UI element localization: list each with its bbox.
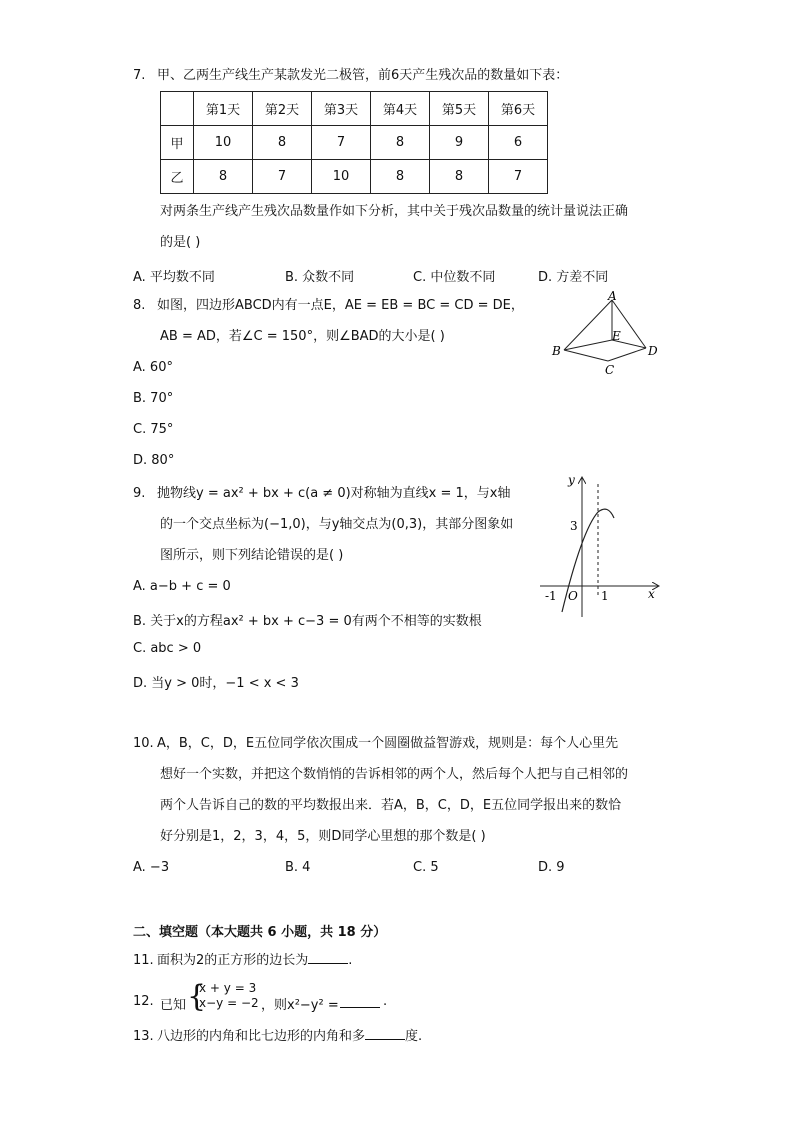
y-tick-3: 3 [570, 519, 578, 533]
table-cell: 甲 [161, 126, 194, 160]
q7-option-d: D. 方差不同 [538, 270, 609, 285]
table-cell: 8 [430, 160, 489, 194]
q8-line1-text: 如图，四边形ABCD内有一点E，AE = EB = BC = CD = DE， [157, 298, 524, 313]
q11-end: . [348, 953, 353, 968]
table-row [161, 92, 548, 126]
q7-option-b: B. 众数不同 [285, 270, 355, 285]
x-tick-neg1: -1 [545, 589, 557, 603]
q10-option-c: C. 5 [413, 860, 439, 875]
x-axis-label: x [648, 587, 655, 601]
table-cell: 第6天 [489, 92, 548, 126]
q13-number: 13. [133, 1029, 154, 1044]
q10-option-a: A. −3 [133, 860, 170, 875]
figure-label-a: A [608, 289, 617, 303]
q9-option-c: C. abc > 0 [133, 641, 202, 656]
answer-blank[interactable] [308, 951, 348, 964]
q9-option-d: D. 当y > 0时，−1 < x < 3 [133, 676, 299, 691]
table-cell: 10 [194, 126, 253, 160]
q7-number: 7. [133, 68, 146, 83]
figure-label-c: C [605, 363, 615, 377]
q12-end: . [383, 994, 388, 1009]
q7-line2: 对两条生产线产生残次品数量作如下分析，其中关于残次品数量的统计量说法正确 [160, 204, 629, 219]
q9-line3: 图所示，则下列结论错误的是( ) [160, 548, 344, 563]
q9-line2: 的一个交点坐标为(−1,0)，与y轴交点为(0,3)，其部分图象如 [160, 517, 514, 532]
q7-stem [133, 60, 568, 91]
table-cell: 8 [371, 160, 430, 194]
system-eq1: x + y = 3 [199, 981, 257, 995]
answer-blank[interactable] [365, 1027, 405, 1040]
answer-blank[interactable] [340, 995, 380, 1008]
q12-number: 12. [133, 994, 154, 1009]
table-cell: 第4天 [371, 92, 430, 126]
table-cell: 8 [194, 160, 253, 194]
table-cell: 6 [489, 126, 548, 160]
q9-parabola-graph [538, 472, 664, 622]
q8-option-b: B. 70° [133, 391, 174, 406]
table-cell: 10 [312, 160, 371, 194]
q11-line [133, 945, 352, 976]
q7-option-c: C. 中位数不同 [413, 270, 496, 285]
table-cell [161, 92, 194, 126]
table-cell: 第3天 [312, 92, 371, 126]
table-cell: 7 [312, 126, 371, 160]
q8-line1 [133, 290, 524, 321]
q7-option-a: A. 平均数不同 [133, 270, 215, 285]
figure-label-e: E [612, 329, 621, 343]
section-title: 二、填空题（本大题共 6 小题，共 18 分） [133, 925, 387, 940]
q10-option-d: D. 9 [538, 860, 565, 875]
q13-end: 度. [405, 1029, 423, 1044]
q9-line1 [133, 478, 510, 509]
q13-text: 八边形的内角和比七边形的内角和多 [157, 1029, 366, 1044]
q11-text: 面积为2的正方形的边长为 [157, 953, 309, 968]
q8-number: 8. [133, 298, 146, 313]
q12-middle: ，则x²−y² = [261, 998, 339, 1013]
q7-stem-text: 甲、乙两生产线生产某款发光二极管，前6天产生残次品的数量如下表： [157, 68, 569, 83]
table-cell: 第1天 [194, 92, 253, 126]
table-cell: 9 [430, 126, 489, 160]
system-eq2: x−y = −2 [199, 996, 259, 1010]
table-cell: 乙 [161, 160, 194, 194]
q12-prefix: 已知 [160, 998, 187, 1013]
figure-label-b: B [552, 344, 561, 358]
q11-number: 11. [133, 953, 154, 968]
y-axis-label: y [568, 473, 575, 487]
table-row [161, 160, 548, 194]
q9-option-a: A. a−b + c = 0 [133, 579, 231, 594]
table-cell: 第5天 [430, 92, 489, 126]
q8-option-c: C. 75° [133, 422, 174, 437]
figure-label-d: D [648, 344, 658, 358]
q10-line1-text: A，B，C，D，E五位同学依次围成一个圆圈做益智游戏，规则是：每个人心里先 [157, 736, 619, 751]
q13-line [133, 1021, 422, 1052]
q9-line1-text: 抛物线y = ax² + bx + c(a ≠ 0)对称轴为直线x = 1，与x轴 [157, 486, 511, 501]
table-cell: 8 [253, 126, 312, 160]
q10-number: 10. [133, 736, 154, 751]
table-cell: 7 [489, 160, 548, 194]
q9-number: 9. [133, 486, 146, 501]
q7-table [160, 91, 548, 194]
q10-option-b: B. 4 [285, 860, 311, 875]
q10-line2: 想好一个实数，并把这个数悄悄的告诉相邻的两个人，然后每个人把与自己相邻的 [160, 767, 629, 782]
table-row [161, 126, 548, 160]
system-brace: { [187, 979, 207, 1014]
table-cell: 7 [253, 160, 312, 194]
q8-option-a: A. 60° [133, 360, 173, 375]
q10-line1 [133, 728, 618, 759]
q8-option-d: D. 80° [133, 453, 175, 468]
q10-line4: 好分别是1，2，3，4，5，则D同学心里想的那个数是( ) [160, 829, 486, 844]
q7-line3: 的是( ) [160, 235, 201, 250]
q9-option-b: B. 关于x的方程ax² + bx + c−3 = 0有两个不相等的实数根 [133, 614, 482, 629]
q8-quadrilateral-figure [550, 288, 670, 380]
x-tick-1: 1 [601, 589, 609, 603]
origin-label: O [568, 589, 578, 603]
table-cell: 8 [371, 126, 430, 160]
q10-line3: 两个人告诉自己的数的平均数报出来．若A，B，C，D，E五位同学报出来的数恰 [160, 798, 622, 813]
q8-line2: AB = AD，若∠C = 150°，则∠BAD的大小是( ) [160, 329, 445, 344]
table-cell: 第2天 [253, 92, 312, 126]
